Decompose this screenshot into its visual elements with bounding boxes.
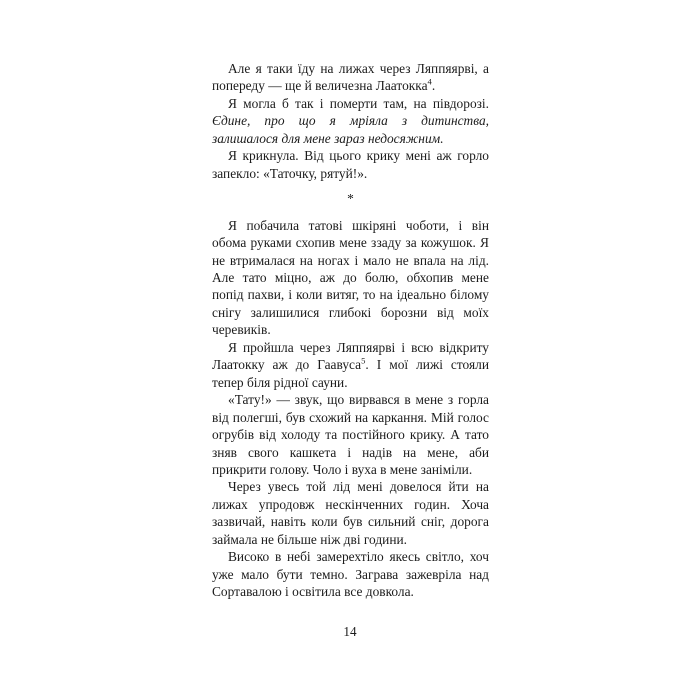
paragraph xyxy=(212,548,489,600)
footnote-reference[interactable]: 4 xyxy=(427,76,432,87)
section-separator: * xyxy=(347,191,354,207)
paragraph-text: Але я таки їду на лижах через Ляппяярві, а попереду — ще й величезна Лаатокка xyxy=(212,61,489,94)
paragraph-text: Я могла б так і померти там, на півдорозі. xyxy=(228,95,489,111)
paragraph-text: Я крикнула. Від цього крику мені аж горло запекло: «Таточку, рятуй!». xyxy=(212,148,489,181)
paragraph xyxy=(212,217,489,339)
paragraph-text: Високо в небі замерехтіло якесь світло, хоч уже мало бути темно. Заграва зажевріла над Сортавалою і освітила все довкола. xyxy=(212,549,489,600)
page-text-block xyxy=(212,60,489,601)
paragraph xyxy=(212,95,489,147)
paragraph-text-tail: . xyxy=(431,78,436,94)
page-number: 14 xyxy=(343,624,357,639)
footnote-reference[interactable]: 5 xyxy=(361,355,366,366)
paragraph-text: Через увесь той лід мені довелося йти на лижах упродовж нескінченних годин. Хоча зазвичай, навіть коли був сильний сніг, дорога займала не більше ніж дві години. xyxy=(212,479,489,547)
paragraph-text: Я побачила татові шкіряні чоботи, і він обома руками схопив мене ззаду за кожушок. Я не втрималася на ногах і мало не впала на лід. Але тато міцно, аж до болю, обхопив мене попід пахви, і коли витяг, то на ідеально білому снігу залишилися глибокі борозни від моїх черевиків. xyxy=(212,217,489,338)
paragraph xyxy=(212,478,489,548)
paragraph xyxy=(212,60,489,95)
paragraph xyxy=(212,391,489,478)
emphasis-text: Єдине, про що я мріяла з дитинства, залишалося для мене зараз недосяжним. xyxy=(212,113,489,146)
paragraph-text: «Тату!» — звук, що вирвався в мене з горла від полегші, був схожий на каркання. Мій голос огрубів від холоду та постійного крику. А тато зняв свого кашкета і надів на мене, аби прикрити голову. Чоло і вуха в мене заніміли. xyxy=(212,392,489,477)
paragraph-text: Я пройшла через Ляппяярві і всю відкриту Лаатокку аж до Гаавуса xyxy=(212,339,489,373)
paragraph-text-tail: . І мої лижі стояли тепер біля рідної сауни. xyxy=(212,357,489,390)
paragraph xyxy=(212,339,489,391)
paragraph xyxy=(212,147,489,182)
